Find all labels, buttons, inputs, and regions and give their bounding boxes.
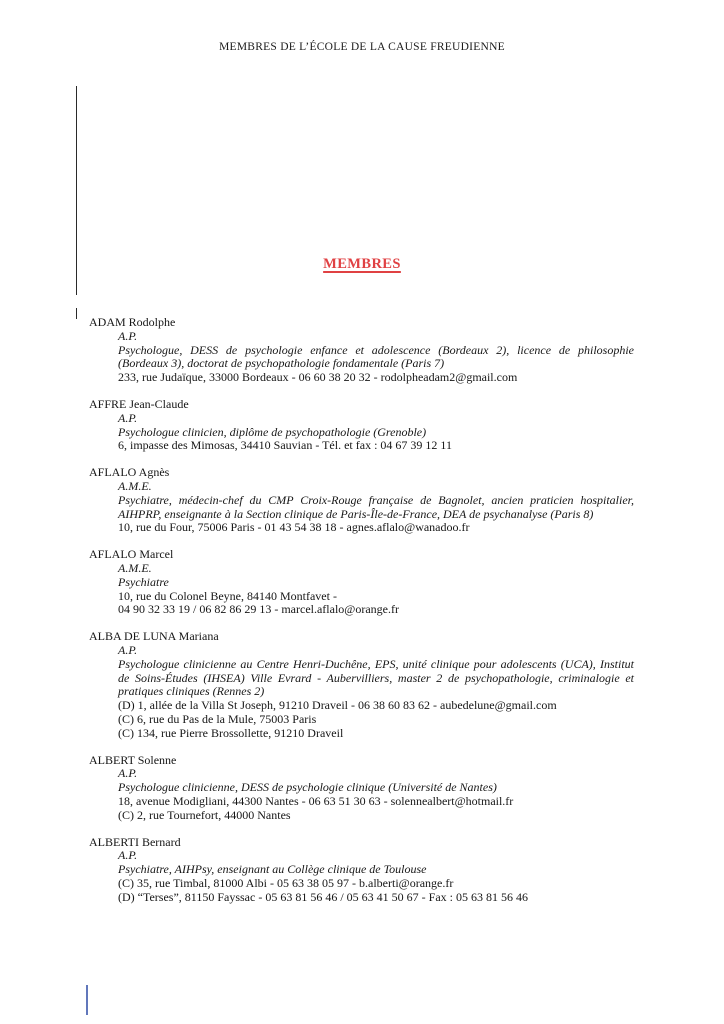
member-description: Psychiatre, médecin-chef du CMP Croix-Rouge française de Bagnolet, ancien praticien hospitalier, AIHPRP, enseignante à la Section clinique de Paris-Île-de-France, DEA de psychanalyse (Paris 8): [118, 492, 634, 521]
member-description: Psychologue clinicien, diplôme de psychopathologie (Grenoble): [118, 424, 427, 439]
member-status: A.P.: [118, 410, 138, 425]
member-contact-line: (C) 35, rue Timbal, 81000 Albi - 05 63 38 05 97 - b.alberti@orange.fr: [118, 875, 454, 890]
member-list: [89, 316, 634, 917]
member-name: AFFRE Jean-Claude: [89, 396, 189, 411]
member-entry: [89, 398, 634, 453]
member-description: Psychiatre, AIHPsy, enseignant au Collège clinique de Toulouse: [118, 862, 427, 877]
member-entry: [89, 630, 634, 740]
member-status: A.P.: [118, 328, 138, 343]
member-status: A.M.E.: [118, 560, 152, 575]
member-status: A.P.: [118, 848, 138, 863]
member-contact-line: (C) 134, rue Pierre Brossollette, 91210 Draveil: [118, 725, 344, 740]
member-name: ALBERT Solenne: [89, 752, 177, 767]
text-boundary-mark: [86, 985, 88, 1015]
member-name: ALBA DE LUNA Mariana: [89, 629, 219, 644]
member-description: Psychologue, DESS de psychologie enfance et adolescence (Bordeaux 2), licence de philosophie (Bordeaux 3), doctorat de psychopathologie fondamentale (Paris 7): [118, 342, 634, 371]
member-contact-line: 04 90 32 33 19 / 06 82 86 29 13 - marcel.aflalo@orange.fr: [118, 602, 399, 617]
member-contact-line: (C) 2, rue Tournefort, 44000 Nantes: [118, 807, 291, 822]
section-title: [0, 256, 724, 273]
member-name: AFLALO Agnès: [89, 465, 170, 480]
page-header-title: MEMBRES DE L’ÉCOLE DE LA CAUSE FREUDIENNE: [219, 41, 505, 53]
member-contact-line: (D) “Terses”, 81150 Fayssac - 05 63 81 56 46 / 05 63 41 50 67 - Fax : 05 63 81 56 46: [118, 889, 528, 904]
member-entry: [89, 316, 634, 385]
member-entry: [89, 548, 634, 617]
member-contact-line: (C) 6, rue du Pas de la Mule, 75003 Paris: [118, 711, 317, 726]
member-name: ADAM Rodolphe: [89, 315, 176, 329]
section-title-text: MEMBRES: [323, 256, 401, 272]
member-contact-line: (D) 1, allée de la Villa St Joseph, 91210 Draveil - 06 38 60 83 62 - aubedelune@gmail.com: [118, 698, 557, 713]
member-description: Psychologue clinicienne, DESS de psychologie clinique (Université de Nantes): [118, 780, 497, 795]
member-entry: [89, 754, 634, 823]
member-entry: [89, 466, 634, 535]
member-description: Psychologue clinicienne au Centre Henri-Duchêne, EPS, unité clinique pour adolescents (UCA), Institut de Soins-Études (IHSEA) Ville Evrard - Aubervilliers, master 2 de psychopathologie, criminalogie et pratiques cliniques (Rennes 2): [118, 656, 634, 699]
member-contact-line: 10, rue du Colonel Beyne, 84140 Montfavet -: [118, 588, 337, 603]
member-name: AFLALO Marcel: [89, 547, 174, 562]
member-name: ALBERTI Bernard: [89, 834, 181, 849]
member-status: A.P.: [118, 766, 138, 781]
member-entry: [89, 836, 634, 905]
member-description: Psychiatre: [118, 574, 169, 589]
member-status: A.M.E.: [118, 478, 152, 493]
member-contact-line: 233, rue Judaïque, 33000 Bordeaux - 06 60 38 20 32 - rodolpheadam2@gmail.com: [118, 370, 518, 385]
member-contact-line: 6, impasse des Mimosas, 34410 Sauvian - Tél. et fax : 04 67 39 12 11: [118, 438, 452, 453]
member-contact-line: 10, rue du Four, 75006 Paris - 01 43 54 38 18 - agnes.aflalo@wanadoo.fr: [118, 520, 470, 535]
member-contact-line: 18, avenue Modigliani, 44300 Nantes - 06 63 51 30 63 - solennealbert@hotmail.fr: [118, 793, 514, 808]
member-status: A.P.: [118, 642, 138, 657]
margin-change-bar-short: [76, 308, 77, 319]
